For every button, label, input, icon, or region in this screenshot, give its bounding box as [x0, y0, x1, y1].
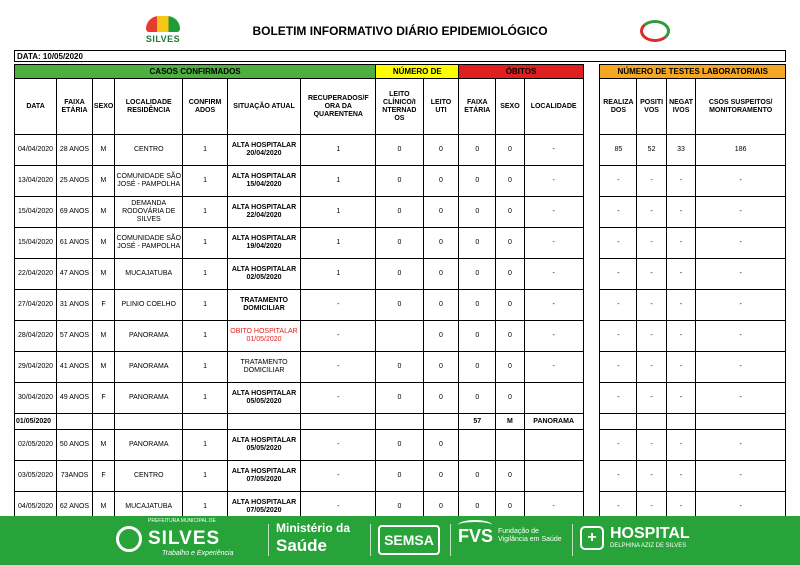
silves-subtitle: PREFEITURA MUNICIPAL DE	[148, 518, 216, 524]
cell-re: -	[600, 352, 637, 383]
cell-su: -	[696, 166, 786, 197]
cell-lc: 0	[376, 228, 423, 259]
cell-lc: 0	[376, 197, 423, 228]
cell-of: 0	[459, 352, 496, 383]
cell-os	[496, 430, 524, 461]
cell-su	[696, 414, 786, 430]
cell-of: 0	[459, 290, 496, 321]
medical-cross-icon: +	[580, 526, 604, 550]
cell-of: 57	[459, 414, 496, 430]
table-row	[15, 352, 786, 383]
cell-local: PANORAMA	[115, 430, 183, 461]
footer-hospital-logo	[580, 516, 710, 565]
table-row	[15, 135, 786, 166]
ministerio-line2: Saúde	[276, 536, 328, 555]
semsa-text: SEMSA	[378, 525, 440, 555]
cell-su: -	[696, 321, 786, 352]
table-row	[15, 430, 786, 461]
cell-ne: -	[666, 197, 695, 228]
cell-uti: 0	[423, 166, 459, 197]
cell-conf	[183, 414, 227, 430]
cell-sexo: M	[92, 135, 114, 166]
cell-data: 04/04/2020	[15, 135, 57, 166]
cell-lc: 0	[376, 430, 423, 461]
cell-conf: 1	[183, 461, 227, 492]
cell-faixa: 61 ANOS	[57, 228, 93, 259]
cell-lc: 0	[376, 383, 423, 414]
cell-re: -	[600, 430, 637, 461]
cell-rec: 1	[301, 135, 376, 166]
cell-conf: 1	[183, 383, 227, 414]
footer-semsa-logo	[378, 516, 444, 565]
cell-rec: 1	[301, 197, 376, 228]
cell-of: 0	[459, 228, 496, 259]
cell-os: 0	[496, 259, 524, 290]
table-row	[15, 197, 786, 228]
cell-sexo: M	[92, 197, 114, 228]
cell-of: 0	[459, 259, 496, 290]
silves-tagline: Trabalho e Experiência	[162, 550, 234, 557]
cell-sit: ALTA HOSPITALAR 20/04/2020	[227, 135, 301, 166]
cell-ol: -	[524, 259, 583, 290]
cell-uti: 0	[423, 430, 459, 461]
cell-ol: -	[524, 290, 583, 321]
cell-conf: 1	[183, 290, 227, 321]
cell-sit	[227, 414, 301, 430]
cell-uti: 0	[423, 197, 459, 228]
cell-of: 0	[459, 461, 496, 492]
cell-re: -	[600, 290, 637, 321]
cell-re: -	[600, 259, 637, 290]
cell-data: 22/04/2020	[15, 259, 57, 290]
cell-ne: -	[666, 430, 695, 461]
cell-po: -	[637, 197, 666, 228]
cell-rec: -	[301, 430, 376, 461]
cell-sexo: M	[92, 166, 114, 197]
cell-ne: -	[666, 228, 695, 259]
cell-rec: -	[301, 321, 376, 352]
cell-conf: 1	[183, 166, 227, 197]
cell-sit: ALTA HOSPITALAR 19/04/2020	[227, 228, 301, 259]
footer-fvs-logo	[458, 516, 568, 565]
footer-ministerio-logo	[276, 516, 366, 565]
cell-uti: 0	[423, 383, 459, 414]
cell-sexo	[92, 414, 114, 430]
cell-po: -	[637, 290, 666, 321]
page-title: BOLETIM INFORMATIVO DIÁRIO EPIDEMIOLÓGICO	[252, 24, 548, 38]
cell-rec: -	[301, 492, 376, 523]
cell-ne: -	[666, 383, 695, 414]
cell-re: -	[600, 492, 637, 523]
cell-lc	[376, 414, 423, 430]
cell-lc: 0	[376, 135, 423, 166]
cell-conf: 1	[183, 197, 227, 228]
cell-ne: -	[666, 492, 695, 523]
cell-uti: 0	[423, 492, 459, 523]
cell-sexo: M	[92, 352, 114, 383]
col-recuperados: RECUPERADOS/F ORA DA QUARENTENA	[301, 79, 376, 135]
table-row	[15, 290, 786, 321]
cell-faixa: 41 ANOS	[57, 352, 93, 383]
cell-su: -	[696, 197, 786, 228]
cell-ne: -	[666, 290, 695, 321]
cell-ne: 33	[666, 135, 695, 166]
cell-faixa: 47 ANOS	[57, 259, 93, 290]
cell-of: 0	[459, 197, 496, 228]
cell-local: PANORAMA	[115, 352, 183, 383]
cell-ol	[524, 461, 583, 492]
col-obito-faixa: FAIXA ETÁRIA	[459, 79, 496, 135]
cell-os: 0	[496, 352, 524, 383]
footer-silves-logo	[118, 516, 263, 565]
cell-ne: -	[666, 352, 695, 383]
cell-ne: -	[666, 259, 695, 290]
cell-rec	[301, 414, 376, 430]
cell-os: 0	[496, 290, 524, 321]
cell-data: 03/05/2020	[15, 461, 57, 492]
cell-os: 0	[496, 166, 524, 197]
cell-ol: -	[524, 228, 583, 259]
cell-conf: 1	[183, 259, 227, 290]
cell-conf: 1	[183, 135, 227, 166]
cell-po: -	[637, 383, 666, 414]
silves-name: SILVES	[148, 528, 221, 549]
table-row	[15, 166, 786, 197]
cell-uti: 0	[423, 352, 459, 383]
cell-ol: -	[524, 166, 583, 197]
cell-rec: 1	[301, 259, 376, 290]
cell-faixa: 31 ANOS	[57, 290, 93, 321]
cell-sit: ALTA HOSPITALAR 05/05/2020	[227, 430, 301, 461]
cell-rec: -	[301, 383, 376, 414]
col-realizados: REALIZA DOS	[600, 79, 637, 135]
cell-re: -	[600, 461, 637, 492]
cell-of: 0	[459, 321, 496, 352]
cell-of: 0	[459, 135, 496, 166]
cell-uti: 0	[423, 135, 459, 166]
cell-sexo: M	[92, 321, 114, 352]
cell-faixa: 62 ANOS	[57, 492, 93, 523]
cell-po: -	[637, 259, 666, 290]
fvs-text: Fundação de Vigilância em Saúde	[498, 528, 562, 543]
cell-sit: ALTA HOSPITALAR 15/04/2020	[227, 166, 301, 197]
cell-po: -	[637, 430, 666, 461]
cell-rec: -	[301, 352, 376, 383]
cell-re	[600, 414, 637, 430]
cell-conf: 1	[183, 228, 227, 259]
cell-local: CENTRO	[115, 135, 183, 166]
cell-faixa: 50 ANOS	[57, 430, 93, 461]
col-localidade: LOCALIDADE RESIDÊNCIA	[115, 79, 183, 135]
cell-local: COMUNIDADE SÃO JOSÉ - PAMPOLHA	[115, 228, 183, 259]
table-row	[15, 321, 786, 352]
hospital-subtitle: DELPHINA AZIZ DE SILVES	[610, 543, 687, 549]
cell-sit: TRATAMENTO DOMICILIAR	[227, 352, 301, 383]
table-row	[15, 228, 786, 259]
col-positivos: POSITI VOS	[637, 79, 666, 135]
cell-su: -	[696, 228, 786, 259]
cell-local: DEMANDA RODOVÁRIA DE SILVES	[115, 197, 183, 228]
cell-lc	[376, 321, 423, 352]
cell-data: 28/04/2020	[15, 321, 57, 352]
cell-po: -	[637, 352, 666, 383]
cell-os: 0	[496, 135, 524, 166]
col-obito-localidade: LOCALIDADE	[524, 79, 583, 135]
cell-ne: -	[666, 321, 695, 352]
silves-emblem-icon	[116, 526, 142, 552]
cell-uti	[423, 414, 459, 430]
cell-local: CENTRO	[115, 461, 183, 492]
cell-su: -	[696, 492, 786, 523]
col-situacao: SITUAÇÃO ATUAL	[227, 79, 301, 135]
cell-sexo: M	[92, 259, 114, 290]
cell-uti: 0	[423, 290, 459, 321]
cell-lc: 0	[376, 492, 423, 523]
cell-faixa: 57 ANOS	[57, 321, 93, 352]
cell-po: -	[637, 166, 666, 197]
cell-lc: 0	[376, 461, 423, 492]
report-date: DATA: 10/05/2020	[14, 50, 786, 62]
table-row	[15, 259, 786, 290]
cell-data: 15/04/2020	[15, 228, 57, 259]
cell-su: -	[696, 461, 786, 492]
cell-rec: -	[301, 461, 376, 492]
cell-data: 15/04/2020	[15, 197, 57, 228]
cell-os: 0	[496, 492, 524, 523]
cell-re: -	[600, 228, 637, 259]
ministerio-line1: Ministério da	[276, 521, 351, 535]
col-sexo: SEXO	[92, 79, 114, 135]
cell-conf: 1	[183, 492, 227, 523]
table-row	[15, 414, 786, 430]
cell-local: MUCAJATUBA	[115, 259, 183, 290]
cell-ne: -	[666, 461, 695, 492]
cell-local: PLINIO COELHO	[115, 290, 183, 321]
cell-uti: 0	[423, 228, 459, 259]
cell-os: 0	[496, 321, 524, 352]
cell-ol: PANORAMA	[524, 414, 583, 430]
cell-ne	[666, 414, 695, 430]
cell-sexo: F	[92, 290, 114, 321]
cell-data: 04/05/2020	[15, 492, 57, 523]
cell-re: -	[600, 166, 637, 197]
hospital-name: HOSPITAL	[610, 525, 690, 542]
cell-sit: ALTA HOSPITALAR 07/05/2020	[227, 492, 301, 523]
cell-ne: -	[666, 166, 695, 197]
col-obito-sexo: SEXO	[496, 79, 524, 135]
cell-sexo: F	[92, 383, 114, 414]
cell-po: 52	[637, 135, 666, 166]
cell-conf: 1	[183, 430, 227, 461]
cell-re: 85	[600, 135, 637, 166]
group-testes: NÚMERO DE TESTES LABORATORIAIS	[600, 65, 786, 79]
col-leito-clinico: LEITO CLÍNICO/I NTERNAD OS	[376, 79, 423, 135]
cell-of	[459, 430, 496, 461]
fvs-mark: FVS	[458, 526, 494, 546]
cell-faixa: 28 ANOS	[57, 135, 93, 166]
cell-faixa: 69 ANOS	[57, 197, 93, 228]
cell-os: 0	[496, 197, 524, 228]
cell-local: PANORAMA	[115, 321, 183, 352]
cell-lc: 0	[376, 259, 423, 290]
cell-sit: TRATAMENTO DOMICILIAR	[227, 290, 301, 321]
cell-po: -	[637, 228, 666, 259]
cell-data: 13/04/2020	[15, 166, 57, 197]
silves-logo-text: SILVES	[145, 34, 181, 44]
cell-os: M	[496, 414, 524, 430]
cell-of: 0	[459, 383, 496, 414]
cell-po: -	[637, 461, 666, 492]
health-swirl-icon	[634, 16, 676, 46]
cell-po	[637, 414, 666, 430]
cell-uti: 0	[423, 259, 459, 290]
cell-faixa: 73ANOS	[57, 461, 93, 492]
table-row	[15, 383, 786, 414]
cell-su: -	[696, 383, 786, 414]
col-faixa: FAIXA ETÁRIA	[57, 79, 93, 135]
cell-po: -	[637, 492, 666, 523]
cell-local: PANORAMA	[115, 383, 183, 414]
col-leito-uti: LEITO UTI	[423, 79, 459, 135]
table-row	[15, 461, 786, 492]
cell-sexo: M	[92, 492, 114, 523]
cell-data: 01/05/2020	[15, 414, 57, 430]
group-obitos: ÓBITOS	[459, 65, 583, 79]
cell-local: MUCAJATUBA	[115, 492, 183, 523]
cell-data: 30/04/2020	[15, 383, 57, 414]
col-confirmados: CONFIRM ADOS	[183, 79, 227, 135]
cell-ol	[524, 383, 583, 414]
cell-sit: ALTA HOSPITALAR 05/05/2020	[227, 383, 301, 414]
col-negativos: NEGAT IVOS	[666, 79, 695, 135]
report-header	[14, 14, 786, 50]
cell-conf: 1	[183, 352, 227, 383]
cell-uti: 0	[423, 461, 459, 492]
cell-su: -	[696, 430, 786, 461]
cell-re: -	[600, 383, 637, 414]
cell-rec: -	[301, 290, 376, 321]
cell-faixa	[57, 414, 93, 430]
cell-su: -	[696, 352, 786, 383]
cell-sit: OBITO HOSPITALAR 01/05/2020	[227, 321, 301, 352]
group-casos-confirmados: CASOS CONFIRMADOS	[15, 65, 376, 79]
cell-data: 02/05/2020	[15, 430, 57, 461]
cell-lc: 0	[376, 352, 423, 383]
cell-faixa: 49 ANOS	[57, 383, 93, 414]
group-numero-de: NÚMERO DE	[376, 65, 459, 79]
cell-local: COMUNIDADE SÃO JOSÉ - PAMPOLHA	[115, 166, 183, 197]
cell-lc: 0	[376, 166, 423, 197]
cell-data: 27/04/2020	[15, 290, 57, 321]
cell-ol: -	[524, 352, 583, 383]
cell-sexo: M	[92, 228, 114, 259]
cell-re: -	[600, 321, 637, 352]
cell-sit: ALTA HOSPITALAR 22/04/2020	[227, 197, 301, 228]
cell-ol	[524, 430, 583, 461]
cell-su: -	[696, 290, 786, 321]
cell-ol: -	[524, 492, 583, 523]
cell-sit: ALTA HOSPITALAR 07/05/2020	[227, 461, 301, 492]
cell-os: 0	[496, 461, 524, 492]
cell-rec: 1	[301, 166, 376, 197]
col-data: DATA	[15, 79, 57, 135]
cell-sit: ALTA HOSPITALAR 02/05/2020	[227, 259, 301, 290]
cell-re: -	[600, 197, 637, 228]
cell-conf: 1	[183, 321, 227, 352]
cell-po: -	[637, 321, 666, 352]
cell-of: 0	[459, 492, 496, 523]
cell-uti: 0	[423, 321, 459, 352]
cell-ol: -	[524, 135, 583, 166]
cell-sexo: F	[92, 461, 114, 492]
cell-su: 186	[696, 135, 786, 166]
col-suspeitos: CSOS SUSPEITOS/ MONITORAMENTO	[696, 79, 786, 135]
cell-ol: -	[524, 197, 583, 228]
cell-data: 29/04/2020	[15, 352, 57, 383]
cell-lc: 0	[376, 290, 423, 321]
epidemiological-table	[14, 64, 786, 523]
cell-faixa: 25 ANOS	[57, 166, 93, 197]
cell-os: 0	[496, 228, 524, 259]
cell-sexo: M	[92, 430, 114, 461]
cell-rec: 1	[301, 228, 376, 259]
cell-su: -	[696, 259, 786, 290]
footer-banner	[0, 516, 800, 565]
cell-of: 0	[459, 166, 496, 197]
cell-local	[115, 414, 183, 430]
cell-ol: -	[524, 321, 583, 352]
cell-os: 0	[496, 383, 524, 414]
